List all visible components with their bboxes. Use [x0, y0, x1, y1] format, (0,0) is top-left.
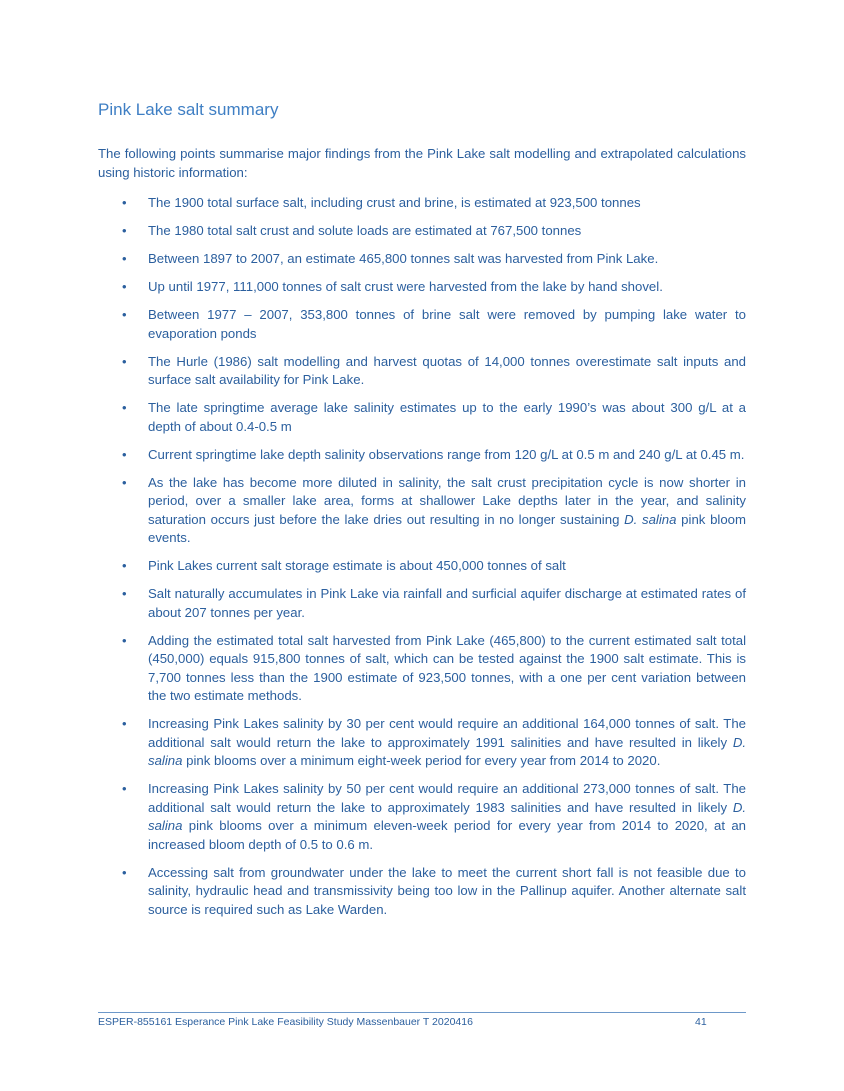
- species-name: D. salina: [624, 511, 677, 527]
- bullet-icon: •: [122, 716, 127, 731]
- list-item: • Up until 1977, 111,000 tonnes of salt crust were harvested from the lake by hand shovel.: [98, 278, 746, 297]
- bullet-icon: •: [122, 353, 127, 369]
- list-item: • Pink Lakes current salt storage estimate is about 450,000 tonnes of salt: [98, 557, 746, 576]
- list-item: • Between 1897 to 2007, an estimate 465,800 tonnes salt was harvested from Pink Lake.: [98, 250, 746, 269]
- bullet-icon: •: [122, 223, 127, 238]
- list-item: • As the lake has become more diluted in salinity, the salt crust precipitation cycle is now shorter in period, over a smaller lake area, forms at shallower Lake depths later in the year, and salinity saturation occurs just before the lake dries out resulting in no longer sustaining D. salina pink bloom events.: [122, 474, 746, 545]
- page-number: 41: [695, 1016, 707, 1028]
- bullet-icon: •: [122, 446, 127, 462]
- species-name: D. salina: [148, 799, 746, 833]
- bullet-icon: •: [122, 251, 127, 266]
- list-item: • The late springtime average lake salinity estimates up to the early 1990’s was about 300 g/L at a depth of about 0.4-0.5 m: [122, 400, 746, 434]
- list-item: • Increasing Pink Lakes salinity by 30 per cent would require an additional 164,000 tonnes of salt. The additional salt would return the lake to approximately 1991 salinities and have resulted in likely D. salina pink blooms over a minimum eight-week period for every year from 2014 to 2020.: [122, 716, 746, 768]
- list-item: • Between 1977 – 2007, 353,800 tonnes of brine salt were removed by pumping lake water to evaporation ponds: [122, 307, 746, 341]
- bullet-icon: •: [122, 781, 127, 796]
- bullet-icon: •: [122, 864, 127, 880]
- list-item: • The 1980 total salt crust and solute loads are estimated at 767,500 tonnes: [98, 222, 746, 241]
- list-item: • The Hurle (1986) salt modelling and harvest quotas of 14,000 tonnes overestimate salt inputs and surface salt availability for Pink Lake.: [122, 353, 746, 387]
- section-heading: Pink Lake salt summary: [98, 100, 279, 119]
- list-item: • Salt naturally accumulates in Pink Lake via rainfall and surficial aquifer discharge at estimated rates of about 207 tonnes per year.: [122, 586, 746, 620]
- bullet-icon: •: [122, 474, 127, 490]
- findings-list: [98, 194, 746, 929]
- list-item: • Current springtime lake depth salinity observations range from 120 g/L at 0.5 m and 240 g/L at 0.45 m.: [98, 446, 746, 465]
- bullet-icon: •: [122, 586, 127, 601]
- list-item: • Accessing salt from groundwater under the lake to meet the current short fall is not feasible due to salinity, hydraulic head and transmissivity being too low in the Pallinup aquifer. Another alternate salt source is required such as Lake Warden.: [122, 864, 746, 917]
- intro-paragraph: The following points summarise major findings from the Pink Lake salt modelling and extrapolated calculations using historic information:: [98, 146, 746, 180]
- bullet-icon: •: [122, 632, 127, 648]
- list-item: • Adding the estimated total salt harvested from Pink Lake (465,800) to the current estimated salt total (450,000) equals 915,800 tonnes of salt, which can be tested against the 1900 salt estimate. This is 7,700 tonnes less than the 1900 estimate of 923,500 tonnes, with a one per cent variation between the two estimate methods.: [122, 632, 746, 703]
- footer-divider: [98, 1012, 746, 1013]
- bullet-icon: •: [122, 195, 127, 210]
- bullet-icon: •: [122, 279, 127, 294]
- bullet-icon: •: [122, 307, 127, 322]
- list-item: • Increasing Pink Lakes salinity by 50 per cent would require an additional 273,000 tonnes of salt. The additional salt would return the lake to approximately 1983 salinities and have resulted in likely D. salina pink blooms over a minimum eleven-week period for every year from 2014 to 2020, at an increased bloom depth of 0.5 to 0.6 m.: [122, 781, 746, 852]
- species-name: D. salina: [148, 734, 746, 768]
- bullet-icon: •: [122, 558, 127, 573]
- list-item: • The 1900 total surface salt, including crust and brine, is estimated at 923,500 tonnes: [98, 194, 746, 213]
- bullet-icon: •: [122, 400, 127, 415]
- footer-document-id: ESPER-855161 Esperance Pink Lake Feasibility Study Massenbauer T 2020416: [98, 1016, 473, 1028]
